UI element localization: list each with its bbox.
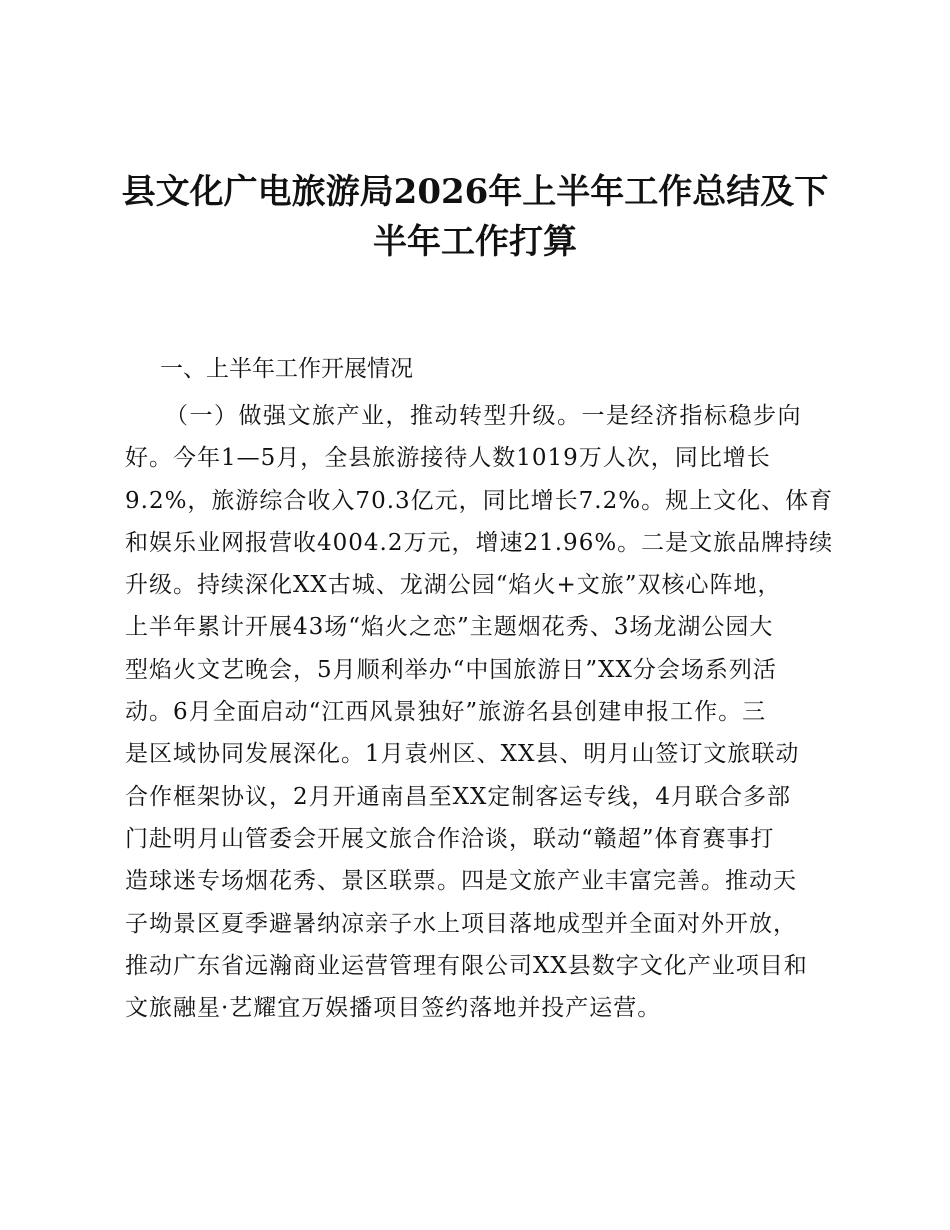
paragraph-line: 是区域协同发展深化。1月袁州区、XX县、明月山签订文旅联动	[125, 741, 800, 768]
paragraph-line: 动。6月全面启动“江西风景独好”旅游名县创建申报工作。三	[125, 699, 767, 726]
paragraph-line: 文旅融星·艺耀宜万娱播项目签约落地并投产运营。	[125, 995, 662, 1022]
paragraph-line: 合作框架协议，2月开通南昌至XX定制客运专线，4月联合多部	[125, 783, 792, 810]
paragraph-line: 和娱乐业网报营收4004.2万元，增速21.96%。二是文旅品牌持续	[125, 529, 834, 556]
document-title-line-2: 半年工作打算	[373, 222, 577, 262]
paragraph-line: 型焰火文艺晚会，5月顺利举办“中国旅游日”XX分会场系列活	[125, 656, 777, 683]
paragraph-line: 门赴明月山管委会开展文旅合作洽谈，联动“赣超”体育赛事打	[125, 825, 775, 852]
document-title-line-1: 县文化广电旅游局2026年上半年工作总结及下	[121, 172, 829, 212]
paragraph-line: 升级。持续深化XX古城、龙湖公园“焰火+文旅”双核心阵地，	[125, 572, 782, 599]
paragraph-line: 造球迷专场烟花秀、景区联票。四是文旅产业丰富完善。推动天	[125, 868, 797, 895]
paragraph-line: 好。今年1—5月，全县旅游接待人数1019万人次，同比增长	[125, 445, 771, 472]
paragraph-line: 9.2%，旅游综合收入70.3亿元，同比增长7.2%。规上文化、体育	[125, 487, 834, 514]
body-paragraph	[125, 395, 835, 1029]
paragraph-line: （一）做强文旅产业，推动转型升级。一是经济指标稳步向	[165, 403, 802, 429]
section-heading: 一、上半年工作开展情况	[160, 356, 413, 382]
paragraph-line: 上半年累计开展43场“焰火之恋”主题烟花秀、3场龙湖公园大	[125, 614, 774, 641]
paragraph-line: 子坳景区夏季避暑纳凉亲子水上项目落地成型并全面对外开放，	[125, 910, 797, 937]
paragraph-line: 推动广东省远瀚商业运营管理有限公司XX县数字文化产业项目和	[125, 952, 808, 979]
